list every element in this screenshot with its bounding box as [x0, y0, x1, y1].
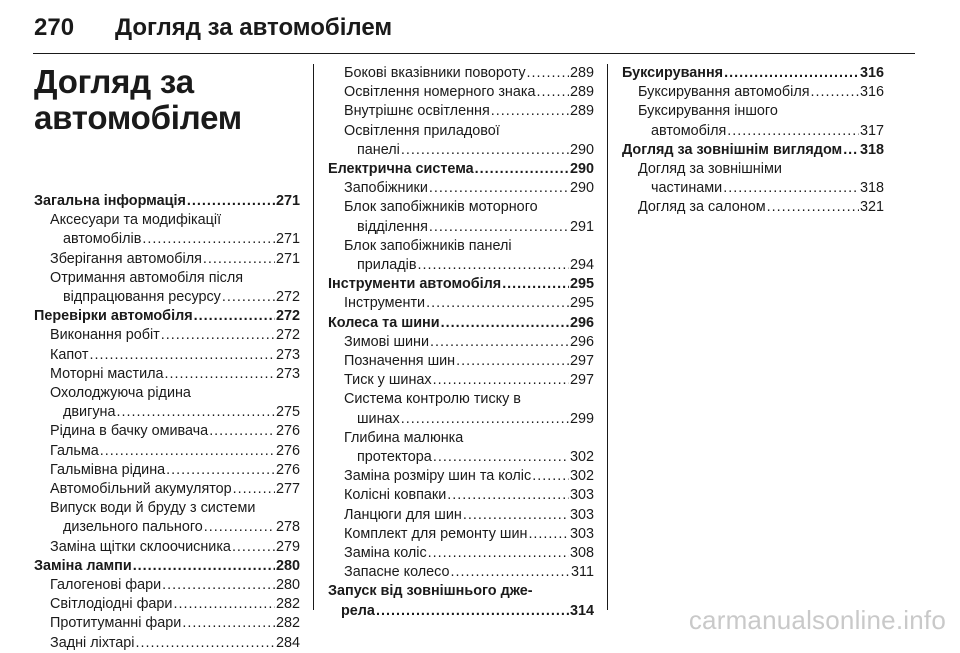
- toc-entry-text: Галогенові фари: [50, 577, 162, 594]
- toc-entry[interactable]: [328, 467, 594, 486]
- dot-leader: [222, 288, 275, 307]
- dot-leader: [133, 557, 275, 576]
- toc-entry[interactable]: [34, 461, 300, 480]
- toc-page-number: 308: [569, 545, 594, 562]
- toc-entry-text: Глибина малюнка: [344, 429, 464, 446]
- toc-entry-text: Запуск від зовнішнього дже-: [328, 583, 533, 600]
- toc-entry-line: [50, 576, 300, 595]
- dot-leader: [89, 346, 275, 365]
- toc-page-number: 316: [859, 65, 884, 81]
- toc-page-number: 295: [569, 295, 594, 312]
- toc-column-2: [328, 64, 594, 621]
- toc-entry-text: Електрична система: [328, 161, 474, 178]
- dot-leader: [116, 403, 275, 422]
- toc-page-number: 303: [569, 487, 594, 504]
- toc-entry[interactable]: [34, 346, 300, 365]
- toc-entry-text: автомобіля: [651, 122, 727, 139]
- toc-page-number: 318: [859, 141, 884, 158]
- toc-entry-text: Отримання автомобіля після: [50, 269, 244, 286]
- toc-page-number: 290: [569, 180, 594, 197]
- toc-page-number: 316: [859, 84, 884, 101]
- toc-entry-line: [638, 179, 884, 198]
- dot-leader: [429, 179, 569, 198]
- toc-page-number: 289: [569, 103, 594, 120]
- toc-page-number: 284: [275, 634, 300, 651]
- toc-page-number: 295: [569, 276, 594, 293]
- toc-page-number: 282: [275, 615, 300, 632]
- toc-entry-text: Виконання робіт: [50, 327, 160, 344]
- dot-leader: [204, 518, 275, 537]
- toc-entry-text: Моторні мастила: [50, 365, 164, 382]
- dot-leader: [209, 422, 275, 441]
- toc-entry-line: [50, 634, 300, 653]
- dot-leader: [136, 634, 275, 653]
- toc-entry-line: [638, 198, 884, 217]
- toc-entry-text: Блок запобіжників панелі: [344, 237, 512, 254]
- dot-leader: [100, 442, 275, 461]
- toc-entry[interactable]: [622, 160, 884, 198]
- toc-entry-text: Заміна коліс: [344, 545, 427, 562]
- toc-entry-line: [344, 256, 594, 275]
- toc-page-number: 273: [275, 346, 300, 363]
- toc-entry-line: [50, 288, 300, 307]
- toc-page-number: 276: [275, 442, 300, 459]
- toc-entry-text: Аксесуари та модифікації: [50, 212, 222, 229]
- dot-leader: [475, 160, 569, 179]
- toc-page-number: 314: [569, 602, 594, 619]
- toc-page-number: 289: [569, 65, 594, 81]
- toc-page-number: 290: [569, 161, 594, 178]
- toc-entry-text: Тиск у шинах: [344, 372, 432, 389]
- dot-leader: [433, 448, 569, 467]
- toc-entry-line: [344, 506, 594, 525]
- toc-entry[interactable]: [328, 237, 594, 275]
- dot-leader: [724, 64, 859, 83]
- toc-section-heading[interactable]: [328, 275, 594, 294]
- toc-entry-line: [638, 122, 884, 141]
- toc-entry[interactable]: [34, 499, 300, 537]
- dot-leader: [430, 333, 569, 352]
- toc-entry-line: [50, 518, 300, 537]
- toc-entry[interactable]: [34, 480, 300, 499]
- running-title: Догляд за автомобілем: [115, 14, 393, 41]
- toc-entry[interactable]: [328, 544, 594, 563]
- toc-entry-text: Комплект для ремонту шин: [344, 525, 528, 542]
- toc-entry-text: шинах: [357, 410, 400, 427]
- dot-leader: [187, 192, 275, 211]
- dot-leader: [456, 352, 569, 371]
- dot-leader: [811, 83, 859, 102]
- toc-entry-text: приладів: [357, 257, 417, 274]
- dot-leader: [166, 461, 275, 480]
- toc-entry-line: [50, 614, 300, 633]
- toc-page-number: 299: [569, 410, 594, 427]
- dot-leader: [162, 576, 275, 595]
- dot-leader: [142, 230, 275, 249]
- toc-entry-text: Гальмівна рідина: [50, 461, 166, 478]
- toc-entry-text: панелі: [357, 141, 400, 158]
- toc-entry-text: Заміна лампи: [34, 557, 132, 574]
- dot-leader: [727, 122, 859, 141]
- toc-page-number: 291: [569, 218, 594, 235]
- toc-entry-text: Зимові шини: [344, 333, 430, 350]
- dot-leader: [451, 563, 571, 582]
- toc-page-number: 272: [275, 327, 300, 344]
- column-divider-2: [607, 64, 608, 610]
- toc-entry-line: [50, 230, 300, 249]
- toc-section-heading[interactable]: [328, 314, 594, 333]
- toc-page-number: 321: [859, 199, 884, 216]
- toc-page-number: 303: [569, 525, 594, 542]
- column-divider-1: [313, 64, 314, 610]
- toc-entry-line: [344, 64, 594, 83]
- toc-entries: [328, 64, 594, 621]
- dot-leader: [376, 602, 569, 621]
- toc-entry-line: [344, 467, 594, 486]
- dot-leader: [441, 314, 569, 333]
- toc-entry-text: Автомобільний акумулятор: [50, 481, 232, 498]
- toc-page-number: 302: [569, 468, 594, 485]
- toc-entry-line: [50, 538, 300, 557]
- toc-entry-line: [622, 141, 884, 160]
- toc-entry[interactable]: [34, 442, 300, 461]
- toc-entry-text: Колеса та шини: [328, 314, 440, 331]
- dot-leader: [723, 179, 859, 198]
- toc-entry-line: [50, 442, 300, 461]
- toc-section-heading[interactable]: [622, 141, 884, 160]
- toc-page-number: 294: [569, 257, 594, 274]
- toc-entry[interactable]: [34, 576, 300, 595]
- toc-page-number: 272: [275, 308, 300, 325]
- toc-entry[interactable]: [328, 122, 594, 160]
- toc-entry-text: дизельного пального: [63, 519, 203, 536]
- toc-entry-line: [344, 333, 594, 352]
- toc-column-1: [34, 64, 300, 653]
- toc-page-number: 296: [569, 314, 594, 331]
- page-header: [0, 0, 960, 50]
- toc-entry-text: Внутрішнє освітлення: [344, 103, 490, 120]
- toc-entry-line: [34, 192, 300, 211]
- toc-page-number: 273: [275, 365, 300, 382]
- watermark: carmanualsonline.info: [688, 605, 946, 635]
- toc-entry-text: Інструменти: [344, 295, 426, 312]
- dot-leader: [527, 64, 569, 83]
- toc-entry[interactable]: [34, 422, 300, 441]
- toc-entry[interactable]: [34, 269, 300, 307]
- toc-page-number: 280: [275, 557, 300, 574]
- toc-entry-text: Ланцюги для шин: [344, 506, 462, 523]
- section-title-line-2: автомобілем: [34, 99, 242, 136]
- toc-entry-line: [344, 371, 594, 390]
- toc-entry[interactable]: [34, 538, 300, 557]
- toc-page-number: 302: [569, 449, 594, 466]
- toc-entry-line: [622, 64, 884, 83]
- toc-entry-text: двигуна: [63, 404, 116, 421]
- dot-leader: [203, 250, 275, 269]
- toc-entry-text: автомобілів: [63, 231, 142, 248]
- toc-entry-line: [344, 83, 594, 102]
- toc-entry-text: відділення: [357, 218, 428, 235]
- toc-page-number: 303: [569, 506, 594, 523]
- toc-entry-text: Заміна розміру шин та коліс: [344, 468, 532, 485]
- toc-section-heading[interactable]: [328, 582, 594, 620]
- toc-entries: [622, 64, 884, 218]
- toc-entry-line: [50, 346, 300, 365]
- toc-entry-line: [344, 218, 594, 237]
- toc-page-number: 290: [569, 141, 594, 158]
- toc-entry-line: [344, 179, 594, 198]
- toc-entry-text: відпрацювання ресурсу: [63, 289, 221, 306]
- toc-entry-line: [328, 314, 594, 333]
- section-title-line-1: Догляд за: [34, 63, 194, 100]
- toc-entry-text: Світлодіодні фари: [50, 596, 173, 613]
- toc-entry[interactable]: [34, 384, 300, 422]
- toc-entry[interactable]: [328, 371, 594, 390]
- dot-leader: [433, 371, 569, 390]
- toc-entry-line: [34, 307, 300, 326]
- toc-entry[interactable]: [34, 365, 300, 384]
- toc-entry[interactable]: [328, 429, 594, 467]
- dot-leader: [502, 275, 569, 294]
- toc-entry-text: Освітлення приладової: [344, 122, 500, 139]
- toc-entry[interactable]: [34, 250, 300, 269]
- dot-leader: [161, 326, 275, 345]
- toc-page-number: 272: [275, 289, 300, 306]
- section-title: [34, 64, 300, 136]
- toc-entry-line: [34, 557, 300, 576]
- dot-leader: [428, 544, 569, 563]
- toc-entry-line: [344, 448, 594, 467]
- toc-entry-line: [328, 602, 594, 621]
- toc-page-number: 311: [571, 564, 594, 581]
- toc-entry-text: Догляд за зовнішнім виглядом: [622, 141, 843, 158]
- toc-section-heading[interactable]: [34, 307, 300, 326]
- toc-entry-line: [344, 486, 594, 505]
- toc-entry-text: Буксирування: [622, 65, 724, 81]
- dot-leader: [401, 141, 569, 160]
- toc-entry-line: [50, 480, 300, 499]
- toc-entry[interactable]: [34, 634, 300, 653]
- toc-entry-line: [50, 403, 300, 422]
- toc-entry-text: Інструменти автомобіля: [328, 276, 502, 293]
- toc-entry[interactable]: [34, 614, 300, 633]
- toc-entry-text: Позначення шин: [344, 353, 456, 370]
- toc-entry-text: Догляд за салоном: [638, 199, 766, 216]
- toc-entry-line: [344, 294, 594, 313]
- toc-entry-line: [50, 595, 300, 614]
- dot-leader: [232, 538, 275, 557]
- toc-entry-text: Випуск води й бруду з системи: [50, 500, 256, 517]
- toc-entry-text: Гальма: [50, 442, 99, 459]
- toc-entry-line: [344, 410, 594, 429]
- toc-entry-line: [328, 160, 594, 179]
- toc-entry[interactable]: [328, 198, 594, 236]
- toc-entry[interactable]: [328, 390, 594, 428]
- toc-entry-text: Протитуманні фари: [50, 615, 182, 632]
- toc-page-number: 271: [275, 250, 300, 267]
- toc-entry-text: Освітлення номерного знака: [344, 84, 536, 101]
- page-number: 270: [34, 14, 75, 41]
- toc-page-number: 317: [859, 122, 884, 139]
- toc-entry[interactable]: [328, 563, 594, 582]
- toc-entry-text: Рідина в бачку омивача: [50, 423, 209, 440]
- toc-page-number: 282: [275, 596, 300, 613]
- toc-page-number: 289: [569, 84, 594, 101]
- toc-column-3: [622, 64, 884, 218]
- toc-page-number: 278: [275, 519, 300, 536]
- toc-entry-line: [344, 544, 594, 563]
- toc-entry-text: протектора: [357, 449, 432, 466]
- toc-page-number: 271: [275, 193, 300, 209]
- toc-page-number: 318: [859, 180, 884, 197]
- dot-leader: [173, 595, 275, 614]
- toc-entry-text: частинами: [651, 180, 723, 197]
- dot-leader: [843, 141, 859, 160]
- toc-entry[interactable]: [622, 198, 884, 217]
- toc-entry-line: [344, 563, 594, 582]
- toc-section-heading[interactable]: [34, 557, 300, 576]
- toc-page-number: 280: [275, 577, 300, 594]
- toc-entry-line: [328, 275, 594, 294]
- toc-entry-line: [344, 525, 594, 544]
- toc-entry[interactable]: [34, 595, 300, 614]
- toc-entry[interactable]: [622, 83, 884, 102]
- toc-entry-text: Догляд за зовнішніми: [638, 161, 782, 178]
- toc-entry-text: Буксирування автомобіля: [638, 84, 810, 101]
- toc-page-number: 276: [275, 461, 300, 478]
- dot-leader: [463, 506, 569, 525]
- dot-leader: [233, 480, 275, 499]
- toc-entries: [34, 192, 300, 653]
- toc-entry[interactable]: [622, 102, 884, 140]
- dot-leader: [417, 256, 569, 275]
- toc-entry[interactable]: [328, 486, 594, 505]
- toc-entry-line: [344, 141, 594, 160]
- toc-entry[interactable]: [328, 352, 594, 371]
- toc-entry[interactable]: [328, 333, 594, 352]
- toc-entry-line: [50, 326, 300, 345]
- toc-entry-text: Система контролю тиску в: [344, 391, 521, 408]
- toc-entry[interactable]: [34, 326, 300, 345]
- toc-entry-text: Охолоджуюча рідина: [50, 385, 191, 402]
- toc-entry-text: Запобіжники: [344, 180, 428, 197]
- toc-section-heading[interactable]: [622, 64, 884, 83]
- toc-page-number: 277: [275, 481, 300, 498]
- dot-leader: [447, 486, 569, 505]
- toc-section-heading[interactable]: [328, 160, 594, 179]
- toc-entry-line: [344, 102, 594, 121]
- toc-entry[interactable]: [328, 506, 594, 525]
- dot-leader: [426, 294, 569, 313]
- toc-page-number: 296: [569, 333, 594, 350]
- dot-leader: [491, 102, 569, 121]
- toc-entry[interactable]: [34, 211, 300, 249]
- toc-entry-text: Блок запобіжників моторного: [344, 199, 538, 216]
- toc-page-number: 279: [275, 538, 300, 555]
- dot-leader: [429, 218, 569, 237]
- toc-entry-text: рела: [341, 602, 375, 619]
- toc-page-number: 276: [275, 423, 300, 440]
- toc-entry[interactable]: [328, 294, 594, 313]
- toc-entry-text: Задні ліхтарі: [50, 634, 135, 651]
- toc-entry-line: [344, 352, 594, 371]
- toc-section-heading[interactable]: [34, 192, 300, 211]
- toc-entry-text: Зберігання автомобіля: [50, 250, 202, 267]
- toc-page-number: 297: [569, 372, 594, 389]
- dot-leader: [532, 467, 569, 486]
- dot-leader: [165, 365, 275, 384]
- toc-entry-line: [50, 461, 300, 480]
- toc-entry-text: Колісні ковпаки: [344, 487, 447, 504]
- dot-leader: [537, 83, 569, 102]
- toc-entry-text: Перевірки автомобіля: [34, 308, 193, 325]
- toc-page-number: 271: [275, 231, 300, 248]
- toc-entry-text: Заміна щітки склоочисника: [50, 538, 231, 555]
- dot-leader: [767, 198, 859, 217]
- toc-entry[interactable]: [328, 179, 594, 198]
- toc-entry[interactable]: [328, 64, 594, 83]
- toc-entry-line: [638, 83, 884, 102]
- toc-entry-text: Загальна інформація: [34, 193, 186, 209]
- dot-leader: [401, 410, 569, 429]
- toc-page-number: 297: [569, 353, 594, 370]
- toc-entry-line: [50, 365, 300, 384]
- dot-leader: [182, 614, 275, 633]
- toc-entry-text: Капот: [50, 346, 89, 363]
- toc-entry-text: Запасне колесо: [344, 564, 450, 581]
- header-divider: [33, 53, 915, 54]
- dot-leader: [528, 525, 569, 544]
- toc-entry-line: [50, 422, 300, 441]
- toc-entry-text: Буксирування іншого: [638, 103, 778, 120]
- toc-entry[interactable]: [328, 102, 594, 121]
- dot-leader: [194, 307, 275, 326]
- toc-page-number: 275: [275, 404, 300, 421]
- toc-entry[interactable]: [328, 83, 594, 102]
- toc-entry-text: Бокові вказівники повороту: [344, 65, 526, 81]
- toc-entry-line: [50, 250, 300, 269]
- toc-entry[interactable]: [328, 525, 594, 544]
